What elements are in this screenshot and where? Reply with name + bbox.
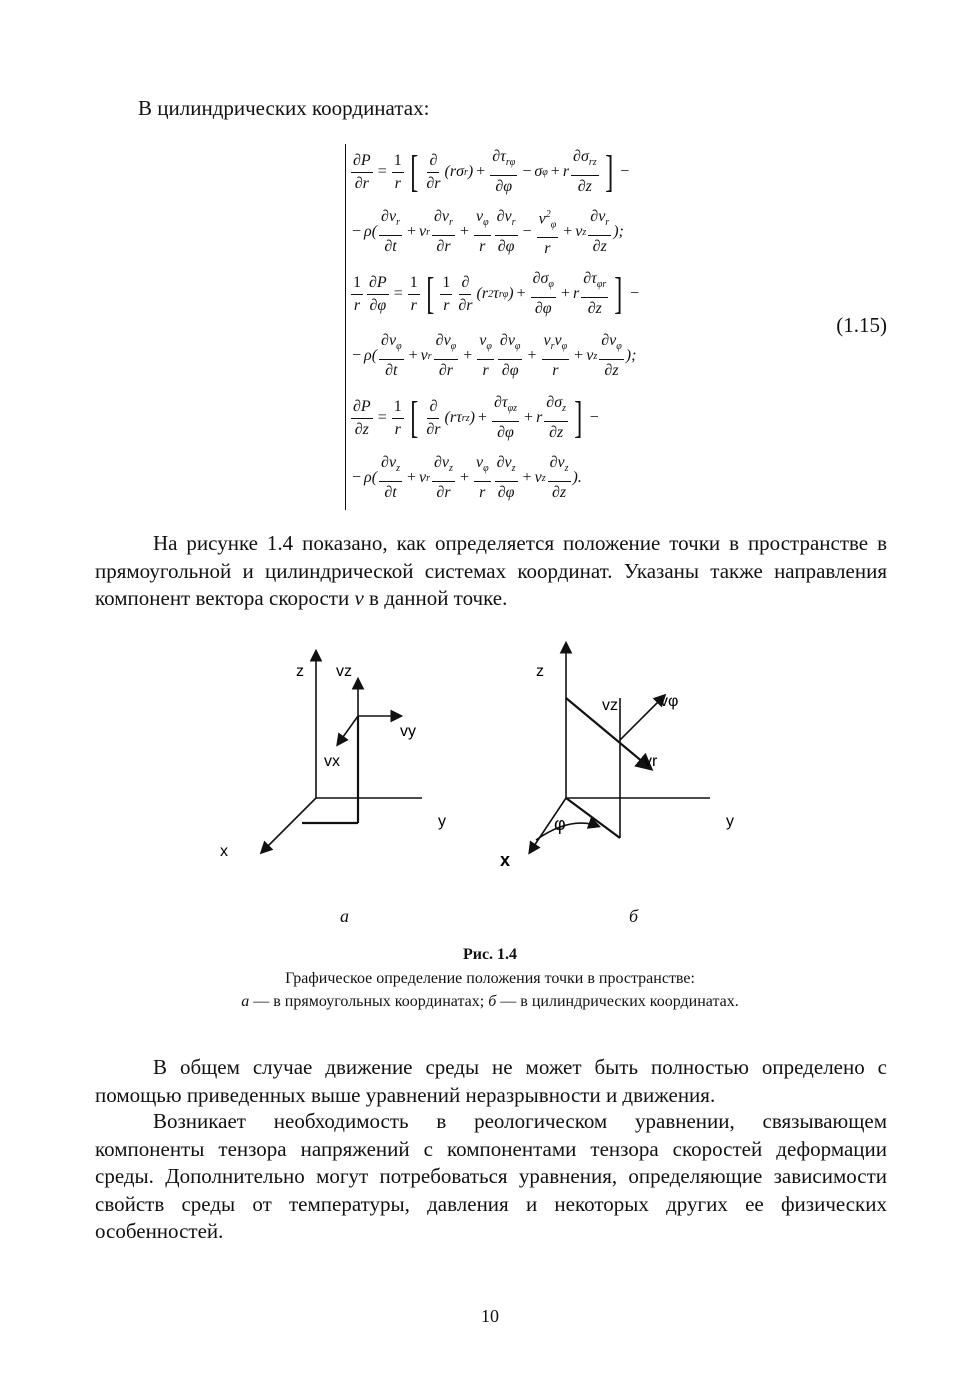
equation-rule [345, 144, 346, 510]
paragraph-2-text: В общем случае движение среды не может быть полностью определено с помощью приведенных выше уравнений неразрывности и движения. [95, 1055, 887, 1107]
b-label-y: y [726, 813, 734, 830]
b-label-x: x [500, 850, 511, 870]
a-label-vz: vz [336, 663, 352, 680]
a-vx-arrow [338, 716, 358, 744]
diagram-a [262, 652, 422, 852]
subfigure-label-b: б [629, 906, 639, 926]
a-label-vx: vx [324, 753, 340, 770]
intro-text: В цилиндрических координатах: [138, 96, 430, 120]
caption-b: б [488, 993, 497, 1010]
a-label-x: x [220, 843, 228, 860]
figure-1-4 [210, 640, 770, 880]
b-radius [566, 798, 620, 838]
equation-line-1: $\frac{\partial P}{\partial r}$ = $\frac{1}{r}$ [ $\frac{\partial}{\partial r}$ (rσ r ) + $\frac{\partial\tau_{r\varphi}}{\partial\varphi}$ − σ φ + r $\frac{\partial\sigma_{rz}}{\partial z}$ ] − [353, 147, 630, 196]
paragraph-1-text: На рисунке 1.4 показано, как определяется положение точки в пространстве в прямоугольной и цилиндрической системах координат. Указаны также направления компонент вектора скорости [95, 531, 887, 610]
paragraph-1 [95, 530, 887, 613]
b-label-vphi: vφ [660, 693, 679, 710]
a-label-vy: vy [400, 723, 416, 740]
subfigure-label-a: а [340, 906, 349, 926]
paragraph-1-end: в данной точке. [363, 586, 508, 610]
a-x-axis [262, 798, 316, 852]
caption-title: Рис. 1.4 [462, 946, 518, 963]
paragraph-2 [95, 1054, 887, 1109]
equation-number: (1.15) [836, 313, 887, 337]
b-label-vr: vr [644, 753, 658, 770]
caption-mid: — в прямоугольных координатах; [249, 993, 489, 1010]
equation-line-4: − ρ( $\frac{\partial v_\varphi}{\partial t}$ + v r $\frac{\partial v_\varphi}{\partial r}$ + $\frac{v_\varphi}{r}$ $\frac{\partial v_\varphi}{\partial\varphi}$ + $\frac{v_rv_\varphi}{r}$ + v z $\frac{\partial v_\varphi}{\partial z}$ ); [352, 332, 637, 379]
equation-line-2: − ρ( $\frac{\partial v_r}{\partial t}$ + v r $\frac{\partial v_r}{\partial r}$ + $\frac{v_\varphi}{r}$ $\frac{\partial v_r}{\partial\varphi}$ − $\frac{v^2_\varphi}{r}$ + v z $\frac{\partial v_r}{\partial z}$ ); [349, 204, 624, 260]
b-label-phi: φ [554, 814, 566, 834]
b-phi-arc [536, 823, 598, 840]
equation-line-3: $\frac{1}{r}$ $\frac{\partial P}{\partial\varphi}$ = $\frac{1}{r}$ [ $\frac{1}{r}$ $\frac{\partial}{\partial r}$ (r 2 τ rφ ) + $\frac{\partial\sigma_\varphi}{\partial\varphi}$ + r $\frac{\partial\tau_{\varphi r}}{\partial z}$ ] − [353, 269, 639, 318]
caption-line-2 [0, 993, 980, 1011]
b-label-z: z [536, 663, 544, 680]
velocity-var: v [354, 586, 364, 610]
paragraph-3 [95, 1108, 887, 1246]
equation-block [345, 142, 705, 510]
page-number: 10 [481, 1306, 499, 1326]
b-vphi-arrow [620, 696, 664, 740]
equation-line-6: − ρ( $\frac{\partial v_z}{\partial t}$ + v r $\frac{\partial v_z}{\partial r}$ + $\frac{v_\varphi}{r}$ $\frac{\partial v_z}{\partial\varphi}$ + v z $\frac{\partial v_z}{\partial z}$ ). [352, 454, 582, 501]
b-label-vz: vz [602, 697, 618, 714]
equation-line-5: $\frac{\partial P}{\partial z}$ = $\frac{1}{r}$ [ $\frac{\partial}{\partial r}$ (rτ rz ) + $\frac{\partial\tau_{\varphi z}}{\partial\varphi}$ + r $\frac{\partial\sigma_z}{\partial z}$ ] − [353, 393, 599, 442]
caption-line-1: Графическое определение положения точки в пространстве: [285, 970, 695, 987]
a-label-z: z [296, 663, 304, 680]
caption-a: а [241, 993, 250, 1010]
a-label-y: y [438, 813, 446, 830]
paragraph-3-text: Возникает необходимость в реологическом уравнении, связывающем компоненты тензора напряжений с компонентами тензора скоростей деформации среды. Дополнительно могут потребоваться уравнения, определяющие зависимости свойств среды от температуры, давления и некоторых других ее физических особенностей. [95, 1109, 887, 1243]
caption-end: — в цилиндрических координатах. [496, 993, 739, 1010]
